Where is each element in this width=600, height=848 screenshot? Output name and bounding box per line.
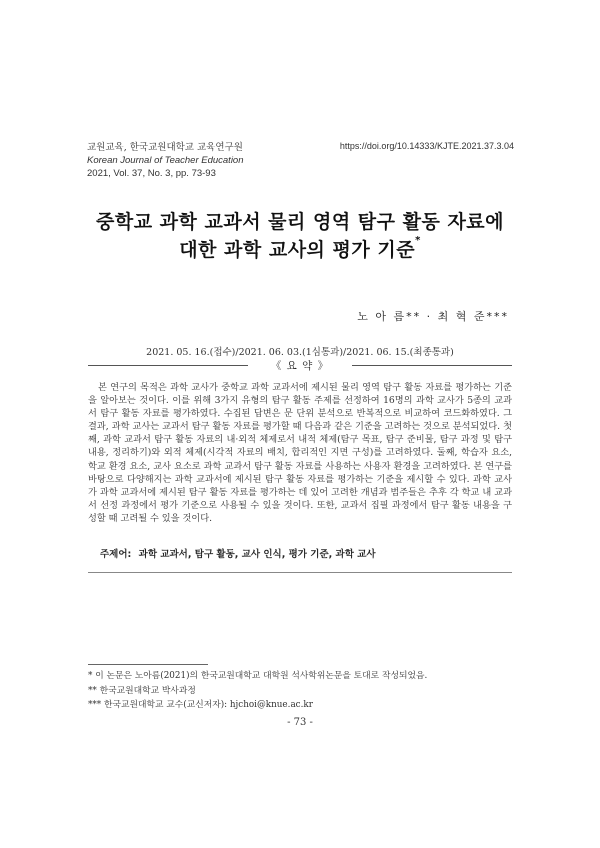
abstract-body: 본 연구의 목적은 과학 교사가 중학교 과학 교과서에 제시된 물리 영역 탐구 활동 자료를 평가하는 기준을 알아보는 것이다. 이를 위해 3가지 유형의 탐구 활동 주제를 선정하여 16명의 과학 교사가 5종의 교과서 탐구 활동 자료를 평가하였다. 수집된 답변은 문 단위 분석으로 반복적으로 비교하여 코드화하였다. 그 결과, 과학 교사는 교과서 탐구 활동 자료를 평가할 때 다음과 같은 기준을 고려하는 것으로 분석되었다. 첫째, 과학 교과서 탐구 활동 자료의 내·외적 체제로서 내적 체제(탐구 목표, 탐구 준비물, 탐구 과정 및 탐구 내용, 정리하기)와 외적 체제(시각적 자료의 배치, 합리적인 지면 구성)를 고려하였다. 둘째, 학습자 요소, 학교 환경 요소, 교사 요소로 과학 교과서 탐구 활동 자료를 사용하는 사용자 환경을 고려하였다. 본 연구를 바탕으로 다양해지는 과학 교과서에 제시된 탐구 활동 자료를 평가하는 기준을 제시할 수 있다. 과학 교사가 과학 교과서에 제시된 탐구 활동 자료를 평가하는 데 있어 고려한 개념과 범주들은 추후 각 학교 내 교과서 선정 과정에서 평가 기준으로 사용될 수 있을 것이다. 또한, 교과서 집필 과정에서 탐구 활동 내용을 구성할 때 고려될 수 있을 것이다. [88,382,512,524]
journal-name-en: Korean Journal of Teacher Education [87,155,244,166]
footnote-1: * 이 논문은 노아름(2021)의 한국교원대학교 대학원 석사학위논문을 토대로 작성되었음. [88,671,428,681]
keywords-label: 주제어: [100,549,132,560]
title-footnote-marker: * [415,235,421,246]
footnotes [88,669,427,713]
footnote-3: *** 한국교원대학교 교수(교신저자): hjchoi@knue.ac.kr [88,700,313,710]
review-dates: 2021. 05. 16.(접수)/2021. 06. 03.(1심통과)/2021. 06. 15.(최종통과) [146,347,454,358]
title-line-1: 중학교 과학 교과서 물리 영역 탐구 활동 자료에 [95,211,505,233]
volume-info: 2021, Vol. 37, No. 3, pp. 73-93 [87,168,216,179]
section-divider [88,572,512,573]
page-number: - 73 - [287,717,313,728]
paper-title [60,208,540,264]
footnote-divider [88,664,208,665]
abstract-divider-right [352,365,512,366]
abstract-heading [88,358,512,372]
footnote-2: ** 한국교원대학교 박사과정 [88,685,196,696]
keywords [100,546,376,560]
journal-header [87,141,244,180]
journal-name-kr: 교원교육, 한국교원대학교 교육연구원 [87,142,243,153]
abstract-heading-label: 《 요 약 》 [270,360,330,372]
keywords-values: 과학 교과서, 탐구 활동, 교사 인식, 평가 기준, 과학 교사 [138,549,376,560]
authors: 노 아 름** · 최 혁 준*** [357,310,509,323]
title-line-2: 대한 과학 교사의 평가 기준* [179,235,421,261]
doi-link[interactable]: https://doi.org/10.14333/KJTE.2021.37.3.04 [339,141,514,151]
